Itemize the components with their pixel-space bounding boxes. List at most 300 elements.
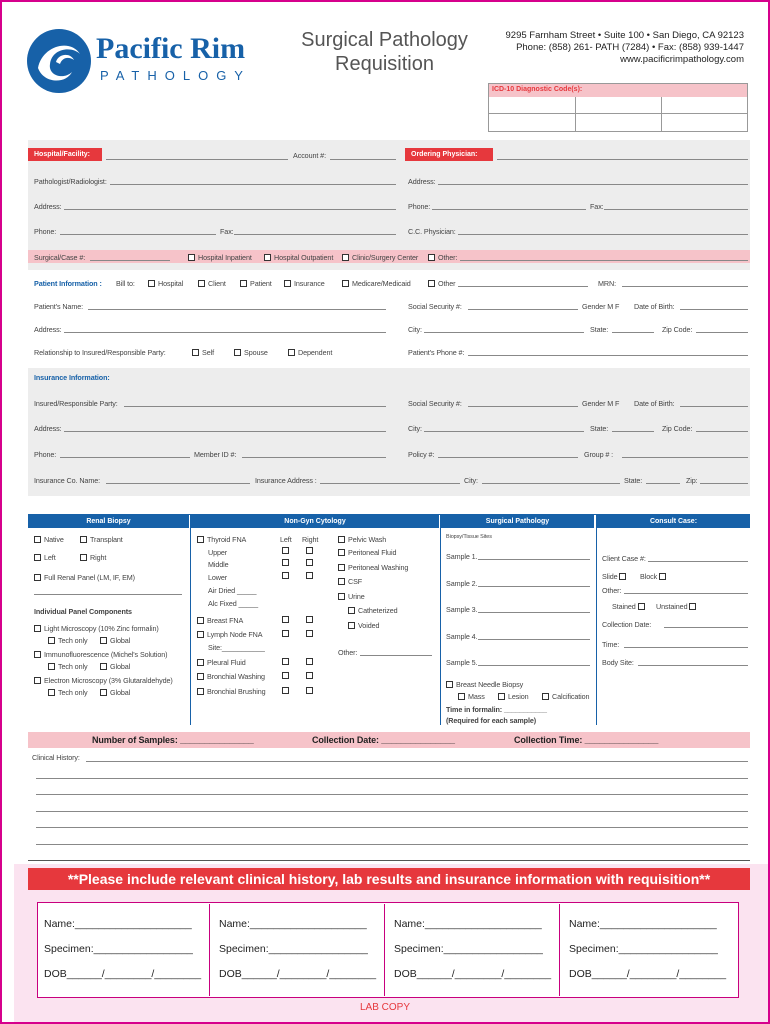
- em-global-checkbox[interactable]: [100, 689, 107, 696]
- light-microscopy-checkbox[interactable]: [34, 625, 41, 632]
- patient-name-field[interactable]: [88, 309, 386, 310]
- peritoneal-fluid-label: Peritoneal Fluid: [348, 548, 397, 557]
- pleural-right-checkbox[interactable]: [306, 658, 313, 665]
- middle-right-checkbox[interactable]: [306, 559, 313, 566]
- air-dried-label: Air Dried _____: [208, 586, 257, 595]
- bw-left-checkbox[interactable]: [282, 672, 289, 679]
- electron-label: Electron Microscopy (3% Glutaraldehyde): [44, 676, 173, 685]
- number-of-samples-label[interactable]: Number of Samples: _______________: [92, 735, 254, 745]
- facility-phone-label: Phone:: [34, 227, 57, 236]
- patient-ssn-field[interactable]: [468, 309, 578, 310]
- bill-client-checkbox[interactable]: [198, 280, 205, 287]
- csf-label: CSF: [348, 577, 363, 586]
- transplant-label: Transplant: [90, 535, 123, 544]
- ordering-physician-field[interactable]: [497, 159, 748, 160]
- electron-option[interactable]: [34, 676, 173, 685]
- bill-other-checkbox[interactable]: [428, 280, 435, 287]
- patient-city-field[interactable]: [424, 332, 584, 333]
- peritoneal-fluid-option[interactable]: [338, 548, 396, 557]
- ordering-phone-field[interactable]: [432, 209, 586, 210]
- consult-other-label: Other:: [602, 586, 622, 595]
- thyroid-fna-label: Thyroid FNA: [207, 535, 247, 544]
- renal-left-label: Left: [44, 553, 56, 562]
- hospital-facility-field[interactable]: [106, 159, 288, 160]
- inpatient-label: Hospital Inpatient: [198, 253, 252, 262]
- patient-state-label: State:: [590, 325, 609, 334]
- rel-dependent-option[interactable]: [288, 348, 332, 357]
- hospital-outpatient-option[interactable]: [264, 253, 333, 262]
- page-title: [282, 28, 487, 76]
- contact-web: www.pacificrimpathology.com: [620, 54, 744, 65]
- em-tech-label: Tech only: [58, 688, 88, 697]
- rel-self-checkbox[interactable]: [192, 349, 199, 356]
- em-global-label: Global: [110, 688, 131, 697]
- rel-self-label: Self: [202, 348, 214, 357]
- full-renal-panel-label: Full Renal Panel (LM, IF, EM): [44, 573, 135, 582]
- lower-left-checkbox[interactable]: [282, 572, 289, 579]
- if-tech-label: Tech only: [58, 662, 88, 671]
- pleural-left-checkbox[interactable]: [282, 658, 289, 665]
- bb-right-checkbox[interactable]: [306, 687, 313, 694]
- insurance-co-address-field[interactable]: [320, 483, 460, 484]
- lymph-node-checkbox[interactable]: [197, 631, 204, 638]
- specimen-3-name[interactable]: Name:____________________: [394, 918, 542, 930]
- bronchial-brushing-checkbox[interactable]: [197, 688, 204, 695]
- required-note: (Required for each sample): [446, 716, 537, 725]
- sample-1-label: Sample 1.: [446, 552, 478, 561]
- urine-checkbox[interactable]: [338, 593, 345, 600]
- em-tech-checkbox[interactable]: [48, 689, 55, 696]
- csf-option[interactable]: [338, 577, 362, 586]
- ordering-fax-label: Fax:: [590, 202, 604, 211]
- bill-client-option[interactable]: [198, 279, 226, 288]
- catheterized-label: Catheterized: [358, 606, 398, 615]
- lymph-left-checkbox[interactable]: [282, 630, 289, 637]
- insurance-city-field[interactable]: [424, 431, 584, 432]
- specimen-2-dob[interactable]: DOB______/________/________: [219, 968, 377, 980]
- slide-option[interactable]: [602, 572, 629, 581]
- sample-1-field[interactable]: [478, 559, 590, 560]
- title-line-1: Surgical Pathology: [301, 29, 468, 51]
- pleural-label: Pleural Fluid: [207, 658, 246, 667]
- native-label: Native: [44, 535, 64, 544]
- logo-name: Pacific Rim: [96, 32, 246, 65]
- patient-address-label: Address:: [34, 325, 62, 334]
- bb-left-checkbox[interactable]: [282, 687, 289, 694]
- specimen-2-name[interactable]: Name:____________________: [219, 918, 367, 930]
- clinical-history-line-1[interactable]: [86, 761, 748, 762]
- outpatient-label: Hospital Outpatient: [274, 253, 334, 262]
- facility-phone-field[interactable]: [60, 234, 216, 235]
- unstained-option[interactable]: [656, 602, 699, 611]
- pelvic-wash-label: Pelvic Wash: [348, 535, 387, 544]
- facility-fax-field[interactable]: [234, 234, 396, 235]
- breast-needle-checkbox[interactable]: [446, 681, 453, 688]
- specimen-4-dob[interactable]: DOB______/________/________: [569, 968, 727, 980]
- bill-other-option[interactable]: [428, 279, 455, 288]
- renal-left-checkbox[interactable]: [34, 554, 41, 561]
- cc-physician-label: C.C. Physician:: [408, 227, 456, 236]
- patient-dob-field[interactable]: [680, 309, 748, 310]
- clinical-history-line-2[interactable]: [36, 778, 748, 779]
- calcification-label: Calcification: [552, 692, 590, 701]
- nongyn-left-label: Left: [280, 535, 292, 544]
- if-tech-option[interactable]: [48, 662, 87, 671]
- specimen-2-specimen[interactable]: Specimen:_________________: [219, 943, 368, 955]
- bill-medicare-option[interactable]: [342, 279, 411, 288]
- pelvic-wash-option[interactable]: [338, 535, 386, 544]
- immuno-option[interactable]: [34, 650, 167, 659]
- voided-checkbox[interactable]: [348, 622, 355, 629]
- client-case-field[interactable]: [648, 561, 748, 562]
- insurance-city-label: City:: [408, 424, 422, 433]
- lower-label: Lower: [208, 573, 228, 582]
- rel-self-option[interactable]: [192, 348, 214, 357]
- consult-case-heading: Consult Case:: [597, 515, 750, 528]
- bill-insurance-checkbox[interactable]: [284, 280, 291, 287]
- patient-phone-field[interactable]: [468, 355, 748, 356]
- bill-other-field[interactable]: [458, 286, 588, 287]
- specimen-1-dob[interactable]: DOB______/________/________: [44, 968, 202, 980]
- peritoneal-washing-option[interactable]: [338, 563, 408, 572]
- bill-patient-option[interactable]: [240, 279, 272, 288]
- if-global-option[interactable]: [100, 662, 130, 671]
- specimen-4-specimen[interactable]: Specimen:_________________: [569, 943, 718, 955]
- clinical-history-line-5[interactable]: [36, 827, 748, 828]
- rel-dependent-label: Dependent: [298, 348, 333, 357]
- sample-4-label: Sample 4.: [446, 632, 478, 641]
- specimen-label-4: [563, 904, 735, 996]
- other-facility-checkbox[interactable]: [428, 254, 435, 261]
- voided-option[interactable]: [348, 621, 379, 630]
- hospital-inpatient-option[interactable]: [188, 253, 252, 262]
- insurance-co-state-field[interactable]: [646, 483, 680, 484]
- rel-dependent-checkbox[interactable]: [288, 349, 295, 356]
- mass-option[interactable]: [458, 692, 485, 701]
- middle-label: Middle: [208, 560, 229, 569]
- sample-3-field[interactable]: [478, 612, 590, 613]
- native-checkbox[interactable]: [34, 536, 41, 543]
- insurance-co-zip-field[interactable]: [700, 483, 748, 484]
- pleural-checkbox[interactable]: [197, 659, 204, 666]
- consult-time-field[interactable]: [624, 647, 748, 648]
- sample-4-field[interactable]: [478, 639, 590, 640]
- insurance-gender-label: Gender M F: [582, 399, 620, 408]
- contact-phone: Phone: (858) 261- PATH (7284) • Fax: (858) 939-1447: [516, 42, 744, 53]
- specimen-1-name[interactable]: Name:____________________: [44, 918, 192, 930]
- other-facility-field[interactable]: [460, 260, 748, 261]
- lower-right-checkbox[interactable]: [306, 572, 313, 579]
- other-facility-option[interactable]: [428, 253, 457, 262]
- patient-phone-label: Patient's Phone #:: [408, 348, 465, 357]
- mrn-label: MRN:: [598, 279, 616, 288]
- renal-right-checkbox[interactable]: [80, 554, 87, 561]
- csf-checkbox[interactable]: [338, 578, 345, 585]
- bill-hospital-option[interactable]: [148, 279, 183, 288]
- breast-right-checkbox[interactable]: [306, 616, 313, 623]
- em-global-option[interactable]: [100, 688, 130, 697]
- if-tech-checkbox[interactable]: [48, 663, 55, 670]
- insurance-state-field[interactable]: [612, 431, 654, 432]
- upper-left-checkbox[interactable]: [282, 547, 289, 554]
- peritoneal-fluid-checkbox[interactable]: [338, 549, 345, 556]
- insured-party-label: Insured/Responsible Party:: [34, 399, 118, 408]
- hospital-facility-label: Hospital/Facility:: [28, 148, 102, 161]
- bill-insurance-option[interactable]: [284, 279, 325, 288]
- sample-5-field[interactable]: [478, 665, 590, 666]
- bill-hospital-checkbox[interactable]: [148, 280, 155, 287]
- patient-zip-field[interactable]: [696, 332, 748, 333]
- full-renal-panel-option[interactable]: [34, 573, 135, 582]
- facility-fax-label: Fax:: [220, 227, 234, 236]
- renal-right-option[interactable]: [80, 553, 106, 562]
- breast-fna-label: Breast FNA: [207, 616, 244, 625]
- insurance-phone-field[interactable]: [60, 457, 190, 458]
- insurance-zip-label: Zip Code:: [662, 424, 693, 433]
- transplant-checkbox[interactable]: [80, 536, 87, 543]
- member-id-label: Member ID #:: [194, 450, 237, 459]
- lymph-node-option[interactable]: [197, 630, 262, 639]
- pleural-option[interactable]: [197, 658, 246, 667]
- electron-checkbox[interactable]: [34, 677, 41, 684]
- lm-global-label: Global: [110, 636, 131, 645]
- insurance-address-label: Address:: [34, 424, 62, 433]
- patient-zip-label: Zip Code:: [662, 325, 693, 334]
- contact-address: 9295 Farnham Street • Suite 100 • San Diego, CA 92123: [505, 30, 744, 41]
- patient-state-field[interactable]: [612, 332, 654, 333]
- outpatient-checkbox[interactable]: [264, 254, 271, 261]
- upper-label: Upper: [208, 548, 228, 557]
- stained-label: Stained: [612, 602, 636, 611]
- insurance-co-state-label: State:: [624, 476, 643, 485]
- ordering-fax-field[interactable]: [604, 209, 748, 210]
- facility-address-field[interactable]: [64, 209, 396, 210]
- block-checkbox[interactable]: [659, 573, 666, 580]
- non-gyn-heading: Non-Gyn Cytology: [191, 515, 439, 528]
- consult-collection-date-field[interactable]: [664, 627, 748, 628]
- individual-panel-heading: Individual Panel Components: [34, 607, 132, 616]
- lab-copy-footer: LAB COPY: [359, 1002, 411, 1013]
- icd-input-3[interactable]: [663, 99, 745, 111]
- thyroid-fna-option[interactable]: [197, 535, 246, 544]
- bill-other-label: Other: [438, 279, 456, 288]
- catheterized-checkbox[interactable]: [348, 607, 355, 614]
- lm-tech-checkbox[interactable]: [48, 637, 55, 644]
- patient-ssn-label: Social Security #:: [408, 302, 462, 311]
- facility-address-label: Address:: [34, 202, 62, 211]
- thyroid-fna-checkbox[interactable]: [197, 536, 204, 543]
- immuno-checkbox[interactable]: [34, 651, 41, 658]
- account-field[interactable]: [330, 159, 396, 160]
- lymph-node-label: Lymph Node FNA: [207, 630, 263, 639]
- collection-time-label[interactable]: Collection Time: _______________: [514, 735, 659, 745]
- renal-left-option[interactable]: [34, 553, 56, 562]
- icd-input-2[interactable]: [577, 99, 659, 111]
- bill-insurance-label: Insurance: [294, 279, 325, 288]
- breast-needle-option[interactable]: [446, 680, 523, 689]
- upper-right-checkbox[interactable]: [306, 547, 313, 554]
- insured-party-field[interactable]: [124, 406, 386, 407]
- insurance-dob-field[interactable]: [680, 406, 748, 407]
- calcification-checkbox[interactable]: [542, 693, 549, 700]
- catheterized-option[interactable]: [348, 606, 398, 615]
- policy-label: Policy #:: [408, 450, 435, 459]
- group-field[interactable]: [622, 457, 748, 458]
- pathologist-field[interactable]: [110, 184, 396, 185]
- specimen-3-dob[interactable]: DOB______/________/________: [394, 968, 552, 980]
- bill-medicare-checkbox[interactable]: [342, 280, 349, 287]
- insurance-info-heading: Insurance Information:: [34, 373, 110, 382]
- nongyn-other-label: Other:: [338, 648, 358, 657]
- stained-option[interactable]: [612, 602, 648, 611]
- if-global-label: Global: [110, 662, 131, 671]
- full-renal-panel-checkbox[interactable]: [34, 574, 41, 581]
- patient-dob-label: Date of Birth:: [634, 302, 675, 311]
- rel-spouse-option[interactable]: [234, 348, 268, 357]
- inpatient-checkbox[interactable]: [188, 254, 195, 261]
- peritoneal-washing-checkbox[interactable]: [338, 564, 345, 571]
- sample-3-label: Sample 3.: [446, 605, 478, 614]
- lesion-option[interactable]: [498, 692, 529, 701]
- insurance-dob-label: Date of Birth:: [634, 399, 675, 408]
- ordering-address-label: Address:: [408, 177, 436, 186]
- lm-tech-option[interactable]: [48, 636, 87, 645]
- native-option[interactable]: [34, 535, 64, 544]
- middle-left-checkbox[interactable]: [282, 559, 289, 566]
- clinical-history-label: Clinical History:: [32, 753, 80, 762]
- bill-hospital-label: Hospital: [158, 279, 184, 288]
- surgical-case-label: Surgical/Case #:: [34, 253, 86, 262]
- relationship-label: Relationship to Insured/Responsible Party:: [34, 348, 166, 357]
- calcification-option[interactable]: [542, 692, 589, 701]
- specimen-label-2: [213, 904, 385, 996]
- clinical-history-line-3[interactable]: [36, 794, 748, 795]
- insurance-ssn-field[interactable]: [468, 406, 578, 407]
- consult-collection-date-label: Collection Date:: [602, 620, 652, 629]
- breast-left-checkbox[interactable]: [282, 616, 289, 623]
- specimen-1-specimen[interactable]: Specimen:_________________: [44, 943, 193, 955]
- specimen-3-specimen[interactable]: Specimen:_________________: [394, 943, 543, 955]
- bill-client-label: Client: [208, 279, 226, 288]
- consult-other-field[interactable]: [624, 593, 748, 594]
- mass-checkbox[interactable]: [458, 693, 465, 700]
- collection-date-label[interactable]: Collection Date: _______________: [312, 735, 455, 745]
- icd-input-1[interactable]: [491, 99, 573, 111]
- em-tech-option[interactable]: [48, 688, 87, 697]
- rel-spouse-label: Spouse: [244, 348, 268, 357]
- wave-logo-icon: [26, 28, 92, 94]
- clinic-checkbox[interactable]: [342, 254, 349, 261]
- body-site-field[interactable]: [638, 665, 748, 666]
- bronchial-washing-checkbox[interactable]: [197, 673, 204, 680]
- bronchial-brushing-label: Bronchial Brushing: [207, 687, 266, 696]
- insurance-co-name-label: Insurance Co. Name:: [34, 476, 101, 485]
- clinical-history-line-6[interactable]: [36, 844, 748, 845]
- slide-checkbox[interactable]: [619, 573, 626, 580]
- biopsy-sites-label: Biopsy/Tissue Sites: [446, 534, 492, 540]
- surgical-case-field[interactable]: [90, 260, 170, 261]
- specimen-4-name[interactable]: Name:____________________: [569, 918, 717, 930]
- clinic-label: Clinic/Surgery Center: [352, 253, 419, 262]
- breast-fna-checkbox[interactable]: [197, 617, 204, 624]
- sample-5-label: Sample 5.: [446, 658, 478, 667]
- light-microscopy-option[interactable]: [34, 624, 159, 633]
- patient-info-heading: Patient Information :: [34, 279, 102, 288]
- ordering-phone-label: Phone:: [408, 202, 431, 211]
- if-global-checkbox[interactable]: [100, 663, 107, 670]
- transplant-option[interactable]: [80, 535, 123, 544]
- bronchial-washing-option[interactable]: [197, 672, 265, 681]
- requisition-banner-text: **Please include relevant clinical history, lab results and insurance information with requisition**: [67, 871, 711, 887]
- stained-checkbox[interactable]: [638, 603, 645, 610]
- logo-subtitle: PATHOLOGY: [100, 68, 251, 83]
- lesion-checkbox[interactable]: [498, 693, 505, 700]
- rel-spouse-checkbox[interactable]: [234, 349, 241, 356]
- urine-label: Urine: [348, 592, 365, 601]
- specimen-label-1: [38, 904, 210, 996]
- clinical-history-line-4[interactable]: [36, 811, 748, 812]
- bw-right-checkbox[interactable]: [306, 672, 313, 679]
- lm-global-checkbox[interactable]: [100, 637, 107, 644]
- account-label: Account #:: [293, 151, 326, 160]
- breast-fna-option[interactable]: [197, 616, 243, 625]
- time-in-formalin-label: Time in formalin: ___________: [446, 705, 547, 714]
- insurance-zip-field[interactable]: [696, 431, 748, 432]
- insurance-address-field[interactable]: [64, 431, 386, 432]
- policy-field[interactable]: [438, 457, 578, 458]
- title-line-2: Requisition: [335, 53, 434, 75]
- unstained-checkbox[interactable]: [689, 603, 696, 610]
- bronchial-brushing-option[interactable]: [197, 687, 266, 696]
- specimen-label-3: [388, 904, 560, 996]
- insurance-co-address-label: Insurance Address :: [255, 476, 317, 485]
- sample-2-label: Sample 2.: [446, 579, 478, 588]
- insurance-co-name-field[interactable]: [106, 483, 250, 484]
- ordering-address-field[interactable]: [438, 184, 748, 185]
- sample-2-field[interactable]: [478, 586, 590, 587]
- nongyn-other-field[interactable]: [360, 655, 432, 656]
- insurance-co-city-field[interactable]: [482, 483, 620, 484]
- light-microscopy-label: Light Microscopy (10% Zinc formalin): [44, 624, 159, 633]
- insurance-co-city-label: City:: [464, 476, 478, 485]
- lesion-label: Lesion: [508, 692, 529, 701]
- patient-city-label: City:: [408, 325, 422, 334]
- patient-address-field[interactable]: [64, 332, 386, 333]
- breast-needle-label: Breast Needle Biopsy: [456, 680, 524, 689]
- pelvic-wash-checkbox[interactable]: [338, 536, 345, 543]
- peritoneal-washing-label: Peritoneal Washing: [348, 563, 409, 572]
- bill-patient-checkbox[interactable]: [240, 280, 247, 287]
- other-facility-label: Other:: [438, 253, 458, 262]
- logo: [26, 28, 256, 98]
- lymph-right-checkbox[interactable]: [306, 630, 313, 637]
- surgical-pathology-heading: Surgical Pathology: [441, 515, 594, 528]
- immuno-label: Immunofluorescence (Michel's Solution): [44, 650, 168, 659]
- lm-global-option[interactable]: [100, 636, 130, 645]
- client-case-label: Client Case #:: [602, 554, 646, 563]
- clinic-option[interactable]: [342, 253, 418, 262]
- mass-label: Mass: [468, 692, 485, 701]
- voided-label: Voided: [358, 621, 380, 630]
- icd-code-box: [488, 83, 748, 132]
- mrn-field[interactable]: [622, 286, 748, 287]
- member-id-field[interactable]: [242, 457, 386, 458]
- bronchial-washing-label: Bronchial Washing: [207, 672, 265, 681]
- renal-panel-field[interactable]: [34, 594, 182, 595]
- block-option[interactable]: [640, 572, 669, 581]
- urine-option[interactable]: [338, 592, 365, 601]
- cc-physician-field[interactable]: [458, 234, 748, 235]
